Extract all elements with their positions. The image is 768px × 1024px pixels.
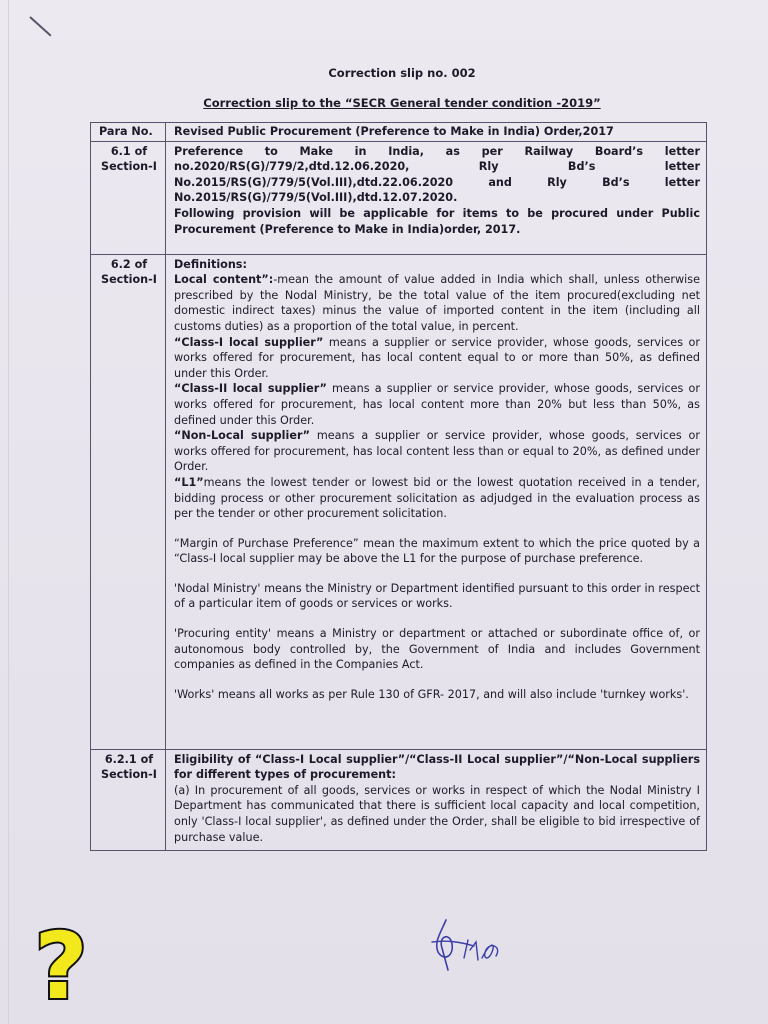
def-class2: means a supplier or service provider, whose goods, services or works offered for procurement, has local content more than 20% but less than 50%, as defined under this Order.: [174, 382, 700, 427]
para-number: 6.2 of: [110, 257, 148, 271]
definitions-cell: [166, 254, 707, 749]
definition-works: 'Works' means all works as per Rule 130 of GFR- 2017, and will also include 'turnkey works'.: [174, 687, 689, 701]
eligibility-text: (a) In procurement of all goods, services or works in respect of which the Nodal Ministry I Department has communicated that there is sufficient local capacity and local competition, only 'Class-I local supplier', as defined under the Order, shall be eligible to bid irrespective of purchase value.: [174, 783, 700, 844]
question-mark-icon: [26, 918, 96, 1008]
def-l1: means the lowest tender or lowest bid or the lowest quotation received in a tender, bidding process or other procurement solicitation as adjudged in the evaluation process as per the tender or other procurement solicitation.: [174, 475, 700, 521]
term-l1: “L1”: [174, 475, 204, 489]
para-number-cell: [91, 749, 166, 850]
table-row: [91, 749, 707, 850]
document-title: Correction slip no. 002: [328, 66, 476, 80]
para-number-cell: [91, 141, 166, 254]
question-mark-glyph: ?: [34, 918, 88, 1008]
def-class1: means a supplier or service provider, whose goods, services or works offered for procurement, has local content equal to or more than 50%, as defined under this Order.: [174, 335, 700, 380]
def-non-local: means a supplier or service provider, whose goods, services or works offered for procurement, has local content less than or equal to 20%, as defined under Order.: [174, 429, 701, 474]
para-number: 6.2.1 of: [104, 752, 154, 766]
para-section: Section-I: [101, 768, 157, 782]
definition-class1: [174, 335, 700, 382]
def-local-content: -mean the amount of value added in India which shall, unless otherwise prescribed by the Nodal Ministry, be the total value of the item procured(excluding net domestic indirect taxes) minus the value of imported content in the item (including all customs duties) as a proportion of the total value, in percent.: [174, 273, 700, 333]
term-non-local: “Non-Local supplier”: [174, 429, 311, 443]
definition-l1: [174, 475, 700, 522]
definition-class2: [174, 381, 700, 428]
table-row: [91, 141, 707, 254]
document-subtitle: Correction slip to the “SECR General tender condition -2019”: [203, 96, 601, 110]
definition-nodal-ministry: 'Nodal Ministry' means the Ministry or Department identified pursuant to this order in respect of a particular item of goods or services or works.: [174, 581, 700, 611]
para-section: Section-I: [101, 273, 157, 287]
handwritten-signature: [424, 912, 514, 978]
term-class2: “Class-II local supplier”: [174, 382, 327, 396]
para-section: Section-I: [101, 160, 157, 174]
eligibility-heading: Eligibility of “Class-I Local supplier”/“Class-II Local supplier”/“Non-Local suppliers for different types of procurement:: [174, 752, 700, 782]
definitions-heading: Definitions:: [174, 257, 247, 271]
header-order-title: Revised Public Procurement (Preference to Make in India) Order,2017: [166, 123, 707, 142]
table-row: [91, 254, 707, 749]
para-content-cell: [166, 141, 707, 254]
correction-table: [90, 122, 707, 851]
eligibility-cell: [166, 749, 707, 850]
para-number: 6.1 of: [110, 144, 148, 158]
pen-mark: [29, 16, 51, 36]
para-number-cell: [91, 254, 166, 749]
table-header-row: [91, 123, 707, 142]
header-para-no: Para No.: [91, 123, 166, 142]
definition-non-local: [174, 428, 700, 475]
term-class1: “Class-I local supplier”: [174, 335, 324, 349]
definition-margin: “Margin of Purchase Preference” mean the maximum extent to which the price quoted by a “Class-I local supplier may be above the L1 for the purpose of purchase preference.: [174, 536, 700, 566]
definition-procuring-entity: 'Procuring entity' means a Ministry or department or attached or subordinate office of, or autonomous body controlled by, the Government of India and includes Government companies as defined in the Companies Act.: [174, 627, 700, 672]
applicability-note: Following provision will be applicable for items to be procured under Public Procurement (Preference to Make in India)order, 2017.: [174, 206, 700, 236]
definition-local-content: [174, 272, 700, 334]
term-local-content: Local content”:: [174, 273, 274, 287]
make-in-india-reference: Preference to Make in India, as per Railway Board’s letter no.2020/RS(G)/779/2,dtd.12.06.2020, Rly Bd’s letter No.2015/RS(G)/779/5(Vol.III),dtd.22.06.2020 and Rly Bd’s letter No.2015/RS(G)/779/5(Vol.III),dtd.12.07.2020.: [174, 144, 700, 205]
